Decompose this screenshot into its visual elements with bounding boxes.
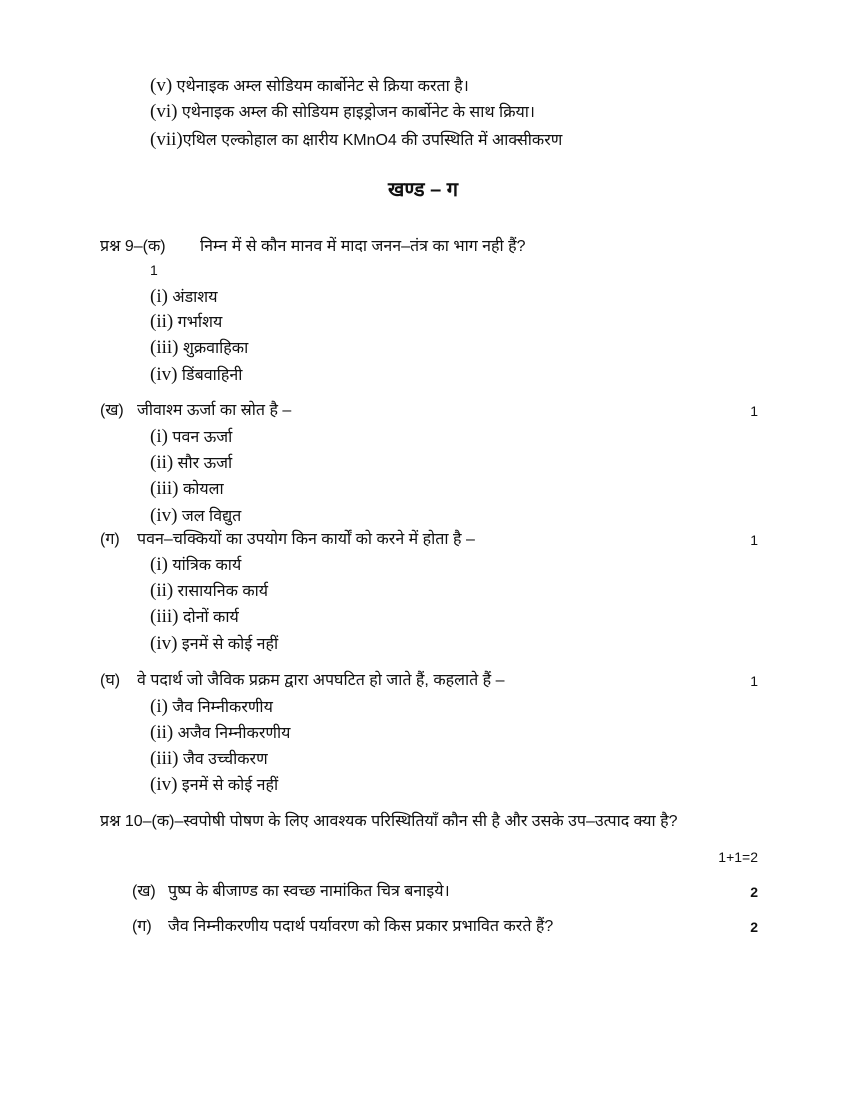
option-number: (ii) xyxy=(150,311,174,332)
q10b-text: पुष्प के बीजाण्ड का स्वच्छ नामांकित चित्र बनाइये। xyxy=(168,883,450,900)
option-item xyxy=(150,478,224,501)
q10b-label: (ख) xyxy=(132,883,156,900)
option-number: (iv) xyxy=(150,633,178,654)
option-text: यांत्रिक कार्य xyxy=(167,557,242,574)
option-number: (iii) xyxy=(150,337,179,358)
q10c-label: (ग) xyxy=(132,918,152,935)
q9d-marks: 1 xyxy=(750,673,758,689)
q9a-label: प्रश्न 9–(क) xyxy=(100,238,166,255)
option-number: (i) xyxy=(150,554,168,575)
option-number: (i) xyxy=(150,696,168,717)
option-number: (ii) xyxy=(150,452,174,473)
q9a-text: निम्न में से कौन मानव में मादा जनन–तंत्र का भाग नही हैं? xyxy=(200,238,526,255)
option-item xyxy=(150,606,239,629)
option-number: (iii) xyxy=(150,478,179,499)
prev-item-v xyxy=(150,75,469,98)
option-item xyxy=(150,696,273,719)
option-text: अंडाशय xyxy=(167,289,218,306)
option-item xyxy=(150,505,241,528)
option-text: इनमें से कोई नहीं xyxy=(177,636,279,653)
option-item xyxy=(150,633,278,656)
option-text: कोयला xyxy=(178,481,224,498)
option-number: (ii) xyxy=(150,580,174,601)
option-text: जल विद्युत xyxy=(177,508,242,525)
q9b-marks: 1 xyxy=(750,403,758,419)
option-text: सौर ऊर्जा xyxy=(173,455,233,472)
q9d-text: वे पदार्थ जो जैविक प्रक्रम द्वारा अपघटित हो जाते हैं, कहलाते हैं – xyxy=(137,672,505,689)
option-text: जैव उच्चीकरण xyxy=(178,751,268,768)
option-text: डिंबवाहिनी xyxy=(177,367,243,384)
option-item xyxy=(150,337,248,360)
option-text: इनमें से कोई नहीं xyxy=(177,777,279,794)
option-text: पवन ऊर्जा xyxy=(167,429,233,446)
q10a-text: प्रश्न 10–(क)–स्वपोषी पोषण के लिए आवश्यक परिस्थितियाँ कौन सी है और उसके उप–उत्पाद क्या है? xyxy=(100,813,678,830)
prev-item-vii xyxy=(150,129,562,152)
option-item xyxy=(150,452,232,475)
option-number: (ii) xyxy=(150,722,174,743)
q10c-marks: 2 xyxy=(750,919,758,935)
option-number: (iv) xyxy=(150,364,178,385)
item-text: एथिल एल्कोहाल का क्षारीय KMnO4 की उपस्थिति में आक्सीकरण xyxy=(182,132,563,149)
q9c-label: (ग) xyxy=(100,531,120,548)
option-number: (i) xyxy=(150,426,168,447)
option-item xyxy=(150,774,278,797)
q10b-marks: 2 xyxy=(750,884,758,900)
option-item xyxy=(150,722,290,745)
option-text: गर्भाशय xyxy=(173,314,223,331)
q9a-marks: 1 xyxy=(150,262,158,278)
option-item xyxy=(150,554,241,577)
option-item xyxy=(150,364,242,387)
option-text: अजैव निम्नीकरणीय xyxy=(173,725,291,742)
item-text: एथेनाइक अम्ल की सोडियम हाइड्रोजन कार्बोनेट के साथ क्रिया। xyxy=(177,104,535,121)
item-number: (v) xyxy=(150,75,173,96)
q9c-marks: 1 xyxy=(750,532,758,548)
option-text: दोनों कार्य xyxy=(178,609,239,626)
option-number: (iii) xyxy=(150,748,179,769)
option-number: (iii) xyxy=(150,606,179,627)
section-heading: खण्ड – ग xyxy=(388,179,459,201)
option-item xyxy=(150,311,222,334)
q9b-label: (ख) xyxy=(100,402,124,419)
q9d-label: (घ) xyxy=(100,672,121,689)
prev-item-vi xyxy=(150,101,535,124)
item-text: एथेनाइक अम्ल सोडियम कार्बोनेट से क्रिया करता है। xyxy=(172,78,469,95)
q10a-marks: 1+1=2 xyxy=(718,849,758,865)
q9b-text: जीवाश्म ऊर्जा का स्रोत है – xyxy=(137,402,292,419)
option-text: जैव निम्नीकरणीय xyxy=(167,699,273,716)
option-item xyxy=(150,286,217,309)
q10c-text: जैव निम्नीकरणीय पदार्थ पर्यावरण को किस प्रकार प्रभावित करते हैं? xyxy=(168,918,554,935)
option-number: (iv) xyxy=(150,505,178,526)
item-number: (vi) xyxy=(150,101,178,122)
q9c-text: पवन–चक्कियों का उपयोग किन कार्यों को करने में होता है – xyxy=(137,531,475,548)
option-number: (i) xyxy=(150,286,168,307)
option-text: रासायनिक कार्य xyxy=(173,583,269,600)
option-number: (iv) xyxy=(150,774,178,795)
option-text: शुक्रवाहिका xyxy=(178,340,249,357)
option-item xyxy=(150,580,268,603)
item-number: (vii) xyxy=(150,129,183,150)
option-item xyxy=(150,748,268,771)
option-item xyxy=(150,426,232,449)
